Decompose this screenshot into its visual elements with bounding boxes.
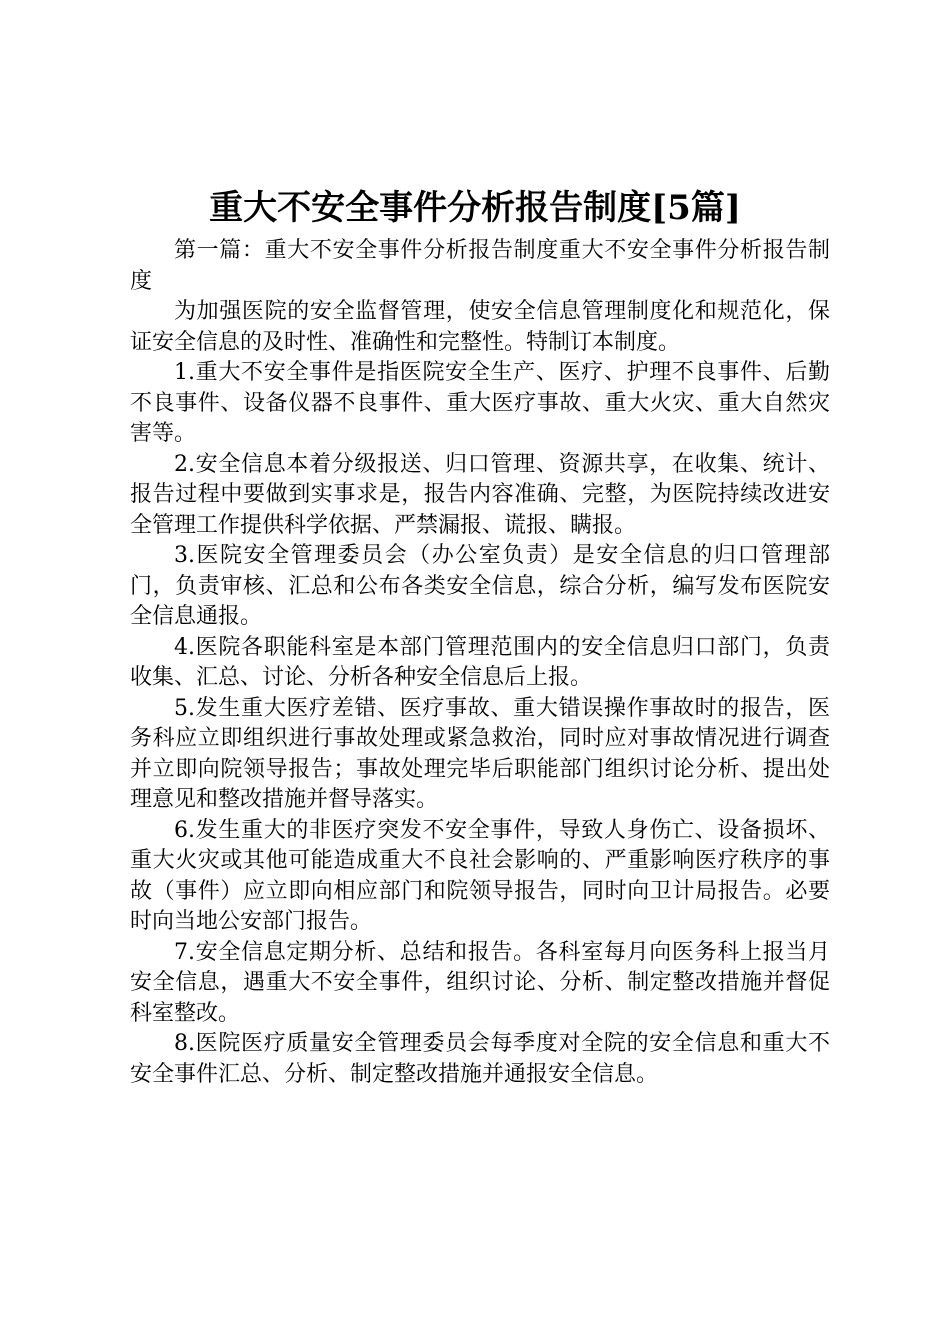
paragraph-intro-heading: 第一篇：重大不安全事件分析报告制度重大不安全事件分析报告制度 [130,238,830,294]
paragraph-item-1: 1.重大不安全事件是指医院安全生产、医疗、护理不良事件、后勤不良事件、设备仪器不良事件、重大医疗事故、重大火灾、重大自然灾害等。 [130,360,830,446]
paragraph-item-5: 5.发生重大医疗差错、医疗事故、重大错误操作事故时的报告，医务科应立即组织进行事故处理或紧急救治，同时应对事故情况进行调查并立即向院领导报告；事故处理完毕后职能部门组织讨论分析、提出处理意见和整改措施并督导落实。 [130,695,830,812]
paragraph-item-7: 7.安全信息定期分析、总结和报告。各科室每月向医务科上报当月安全信息，遇重大不安全事件，组织讨论、分析、制定整改措施并督促科室整改。 [130,939,830,1026]
document-body [130,236,830,1090]
paragraph-item-8: 8.医院医疗质量安全管理委员会每季度对全院的安全信息和重大不安全事件汇总、分析、制定整改措施并通报安全信息。 [130,1031,830,1087]
paragraph-item-2: 2.安全信息本着分级报送、归口管理、资源共享，在收集、统计、报告过程中要做到实事求是，报告内容准确、完整，为医院持续改进安全管理工作提供科学依据、严禁漏报、谎报、瞒报。 [130,451,830,538]
paragraph-item-4: 4.医院各职能科室是本部门管理范围内的安全信息归口部门，负责收集、汇总、讨论、分析各种安全信息后上报。 [130,634,830,690]
paragraph-item-6: 6.发生重大的非医疗突发不安全事件，导致人身伤亡、设备损坏、重大火灾或其他可能造成重大不良社会影响的、严重影响医疗秩序的事故（事件）应立即向相应部门和院领导报告，同时向卫计局报告。必要时向当地公安部门报告。 [130,817,830,934]
paragraph-item-3: 3.医院安全管理委员会（办公室负责）是安全信息的归口管理部门，负责审核、汇总和公布各类安全信息，综合分析，编写发布医院安全信息通报。 [130,543,830,629]
paragraph-purpose: 为加强医院的安全监督管理，使安全信息管理制度化和规范化，保证安全信息的及时性、准确性和完整性。特制订本制度。 [130,299,830,355]
document-title: 重大不安全事件分析报告制度[5篇] [209,188,741,228]
